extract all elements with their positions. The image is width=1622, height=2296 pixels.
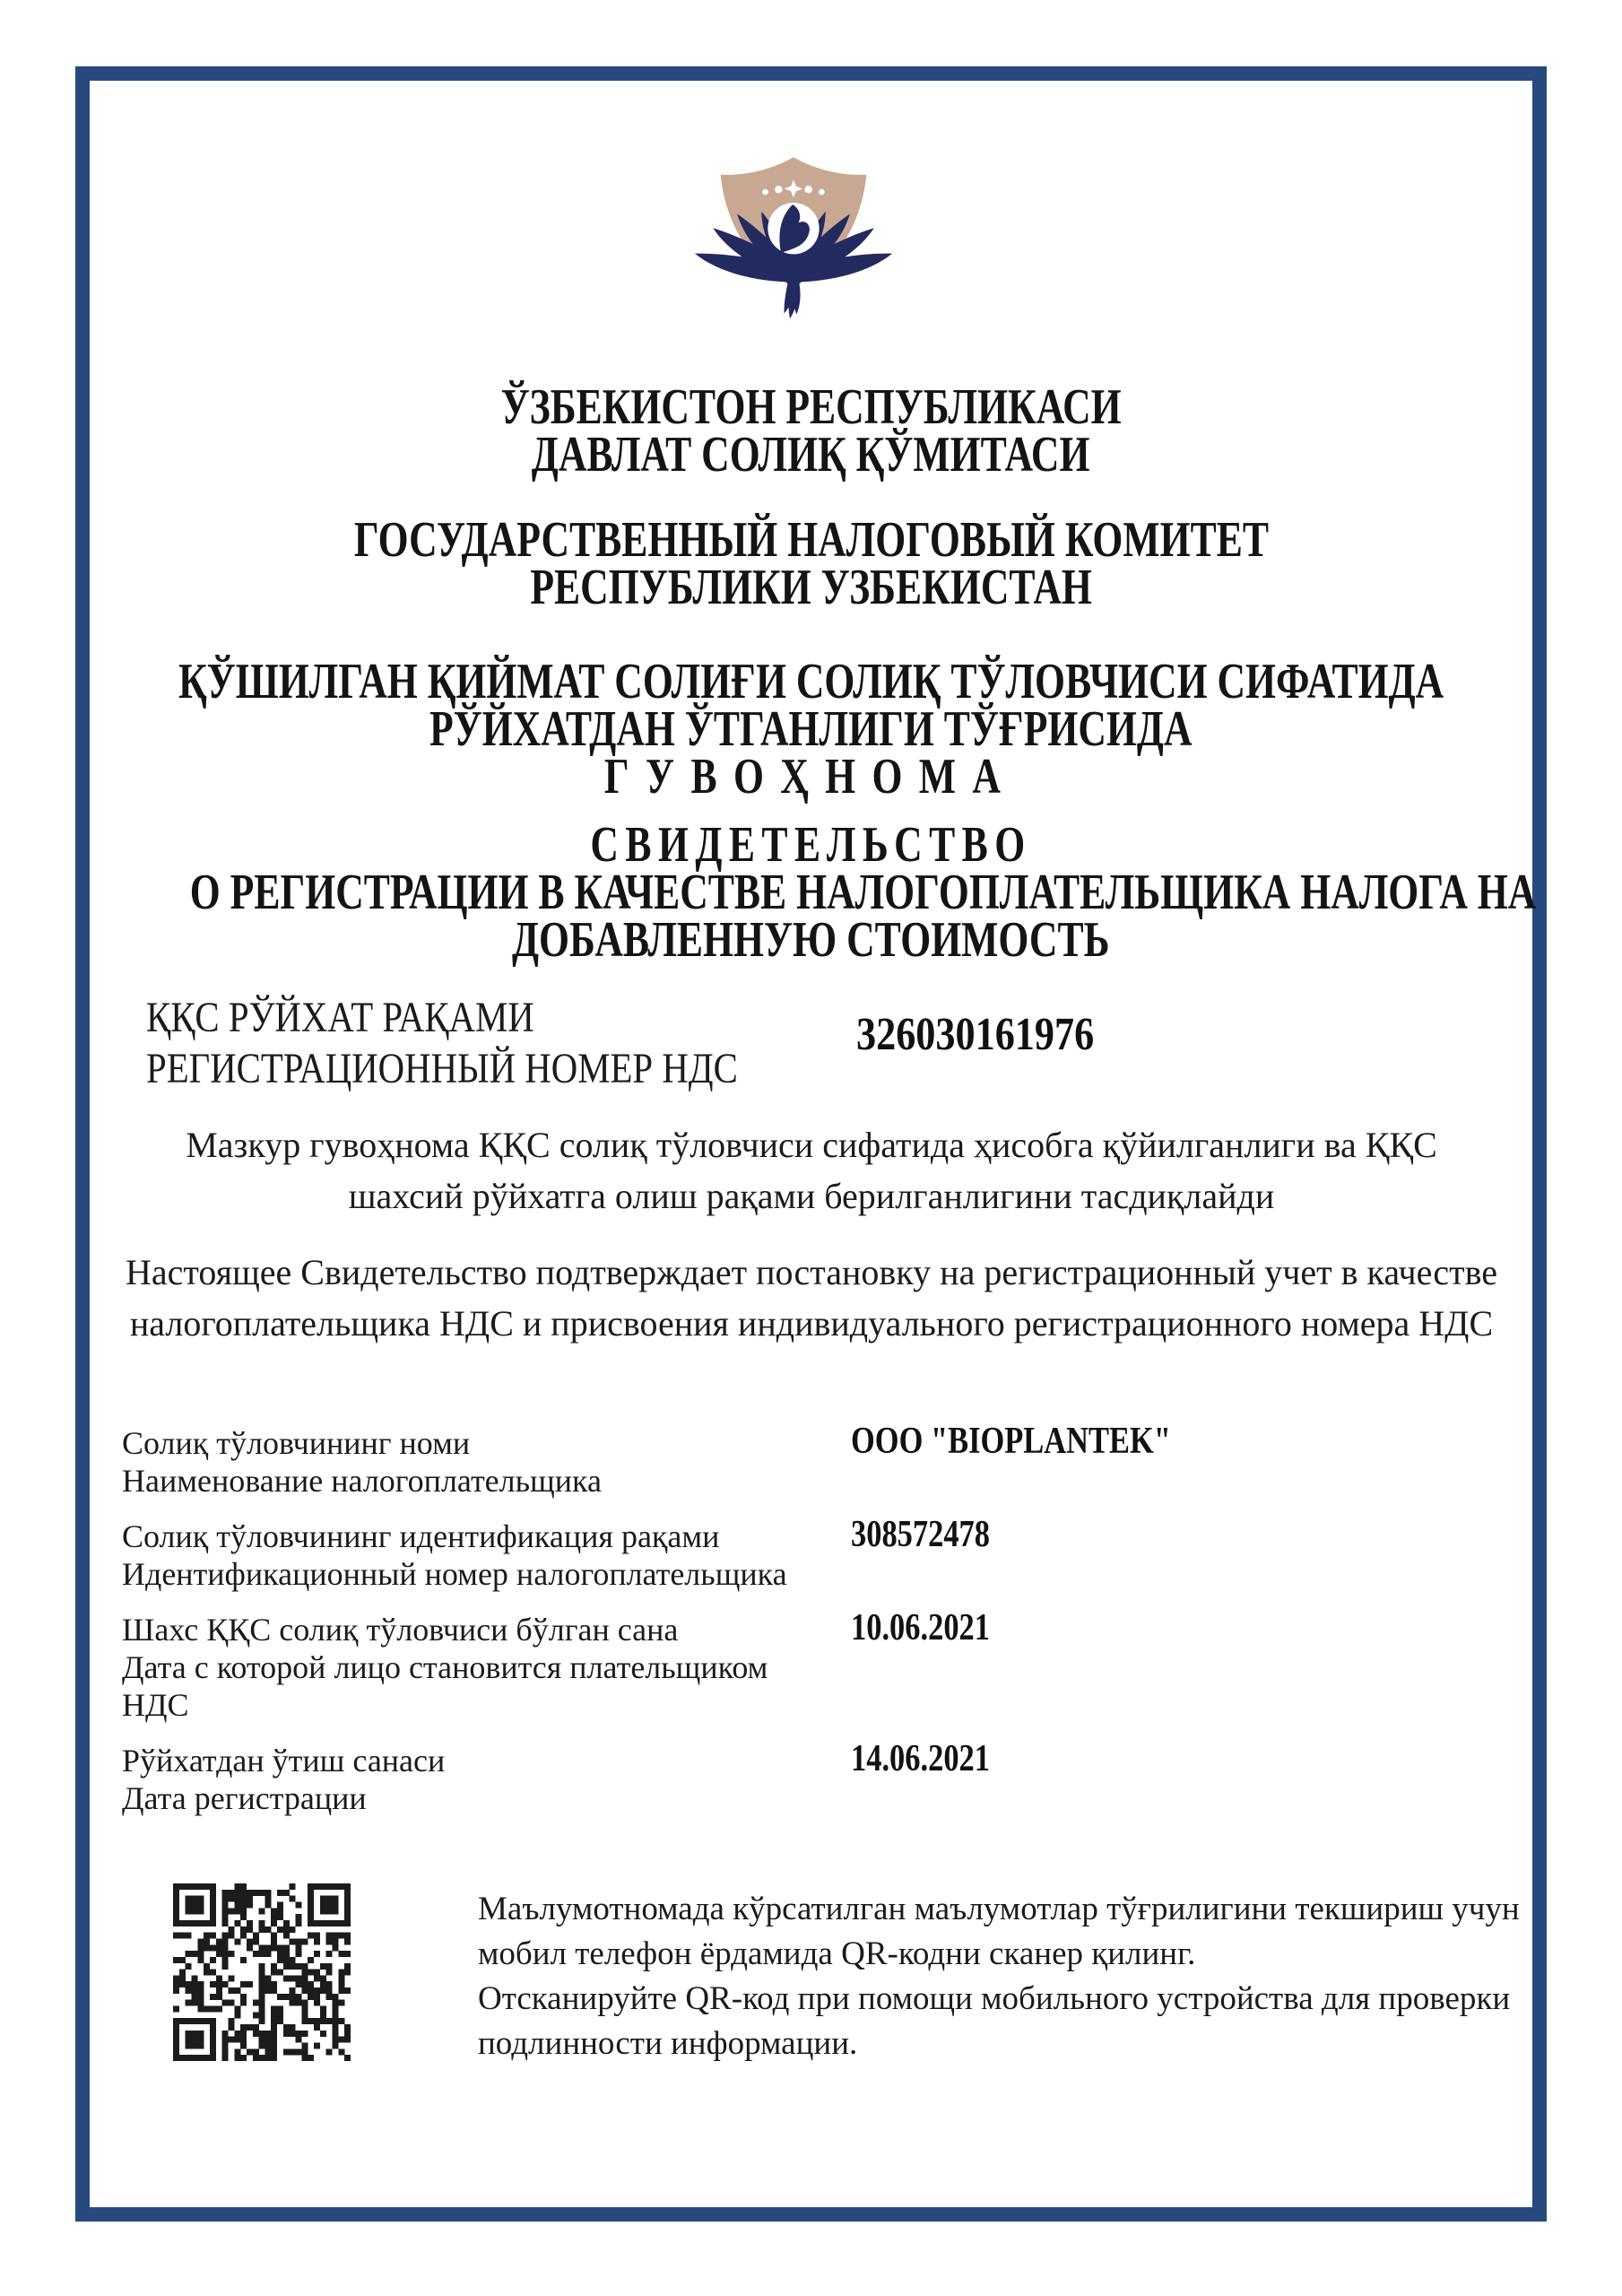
taxpayer-name-label-uz: Солиқ тўловчининг номи — [122, 1425, 471, 1461]
registration-date-label-uz: Рўйхатдан ўтиш санаси — [122, 1743, 446, 1779]
qr-code — [173, 1883, 351, 2061]
gov-header-uz — [0, 379, 1622, 483]
vat-start-date-label-uz: Шахс ҚҚС солиқ тўловчиси бўлган сана — [122, 1612, 679, 1648]
certificate-title-uz-line2: РЎЙХАТДАН ЎТГАНЛИГИ ТЎҒРИСИДА — [429, 701, 1193, 757]
taxpayer-id-label-ru: Идентификационный номер налогоплательщика — [122, 1556, 787, 1592]
registration-date-value: 14.06.2021 — [851, 1738, 990, 1779]
gov-header-ru-line1: ГОСУДАРСТВЕННЫЙ НАЛОГОВЫЙ КОМИТЕТ — [353, 512, 1269, 568]
certificate-title-ru — [0, 817, 1622, 968]
gov-header-uz-line2: ДАВЛАТ СОЛИҚ ҚЎМИТАСИ — [532, 427, 1090, 483]
gov-header-uz-line1: ЎЗБЕКИСТОН РЕСПУБЛИКАСИ — [500, 379, 1122, 435]
certificate-title-uz-line3: ГУВОҲНОМА — [604, 749, 1018, 804]
certificate-title-uz-line1: ҚЎШИЛГАН ҚИЙМАТ СОЛИҒИ СОЛИҚ ТЎЛОВЧИСИ СИФАТИДА — [178, 654, 1444, 709]
statement-uz: Мазкур гувоҳнома ҚҚС солиқ тўловчиси сифатида ҳисобга қўйилганлиги ва ҚҚС шахсий рўйхатга олиш рақами берилганлигини тасдиқлайди — [186, 1125, 1437, 1216]
statement-ru: Настоящее Свидетельство подтверждает постановку на регистрационный учет в качестве налогоплательщика НДС и присвоения индивидуального регистрационного номера НДС — [126, 1252, 1497, 1344]
certificate-title-ru-line3: ДОБАВЛЕННУЮ СТОИМОСТЬ — [512, 912, 1110, 968]
certificate-title-uz — [0, 654, 1622, 804]
gov-header-ru-line2: РЕСПУБЛИКИ УЗБЕКИСТАН — [530, 560, 1092, 615]
vat-start-date-label-ru: Дата с которой лицо становится плательщиком НДС — [122, 1649, 768, 1723]
registration-date-label-ru: Дата регистрации — [122, 1780, 367, 1816]
taxpayer-name-label-ru: Наименование налогоплательщика — [122, 1463, 602, 1499]
vat-reg-number-label-uz: ҚҚС РЎЙХАТ РАҚАМИ — [146, 994, 534, 1041]
qr-note-ru: Отсканируйте QR-код при помощи мобильного устройства для проверки подлинности информации. — [478, 1980, 1511, 2062]
vat-reg-number-label — [146, 992, 842, 1094]
taxpayer-name-value: OOO "BIOPLANTEK" — [851, 1421, 1171, 1462]
taxpayer-id-label-uz: Солиқ тўловчининг идентификация рақами — [122, 1518, 720, 1554]
state-tax-committee-emblem-icon — [694, 149, 893, 325]
qr-note — [478, 1887, 1536, 2066]
certificate-title-ru-line2: О РЕГИСТРАЦИИ В КАЧЕСТВЕ НАЛОГОПЛАТЕЛЬЩИКА НАЛОГА НА — [189, 865, 1537, 920]
gov-header-ru — [0, 512, 1622, 615]
taxpayer-id-value: 308572478 — [851, 1514, 990, 1555]
qr-note-uz: Маълумотномада кўрсатилган маълумотлар тўғрилигини текшириш учун мобил телефон ёрдамида QR-кодни сканер қилинг. — [478, 1891, 1520, 1972]
vat-reg-number-label-ru: РЕГИСТРАЦИОННЫЙ НОМЕР НДС — [146, 1045, 738, 1092]
vat-reg-number-value: 326030161976 — [856, 1009, 1095, 1060]
vat-start-date-value: 10.06.2021 — [851, 1607, 990, 1648]
certificate-title-ru-line1: СВИДЕТЕЛЬСТВО — [590, 817, 1032, 873]
